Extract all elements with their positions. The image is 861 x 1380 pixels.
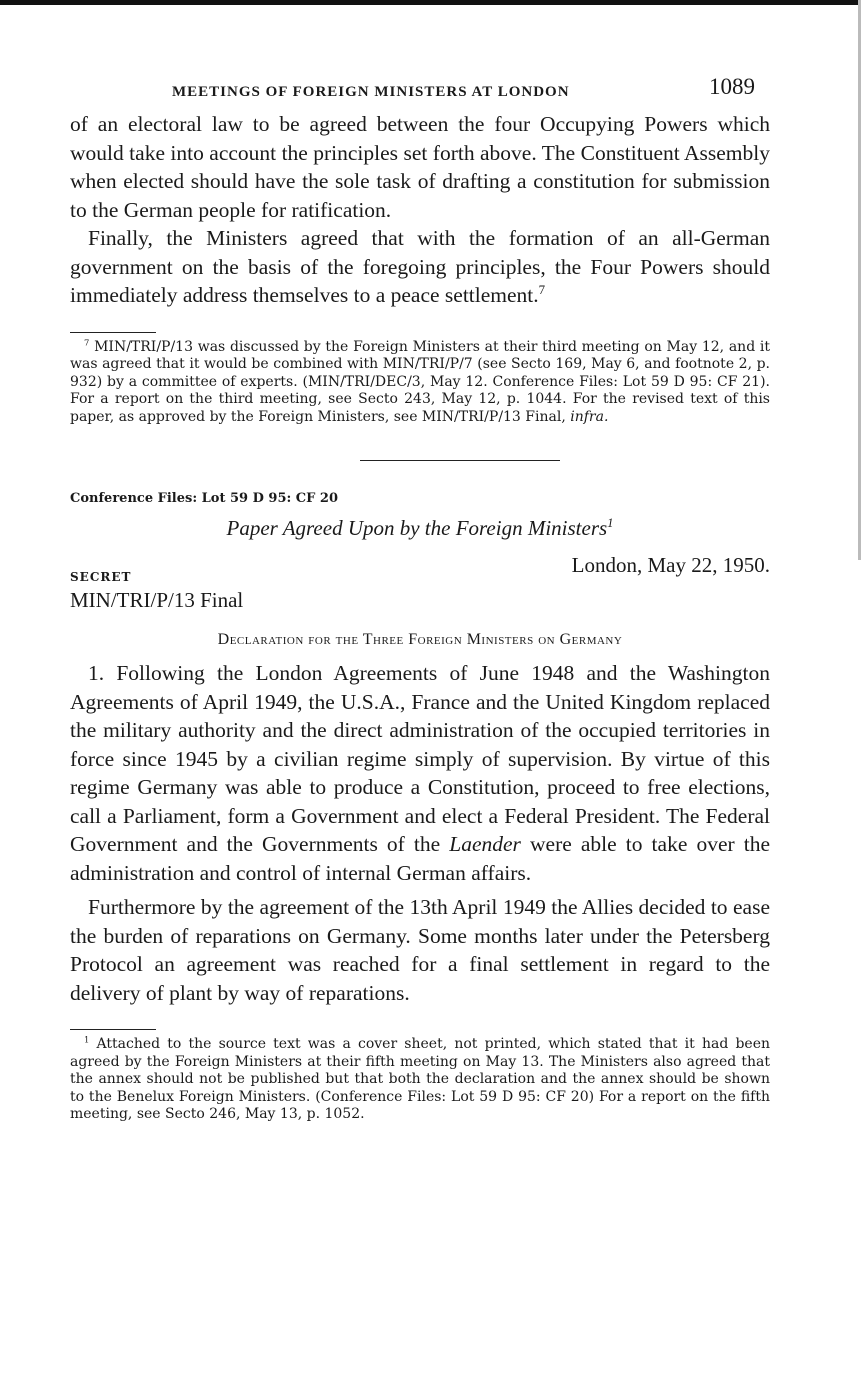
- footnote-ref-1: 1: [607, 516, 614, 530]
- declaration-paragraph-1-text: 1. Following the London Agreements of June 1948 and the Washington Agreements of April 1949, the U.S.A., France and the United Kingdom replaced the military authority and the direct administration of the occupied territories in force since 1945 by a civilian regime simply of supervision. By virtue of this regime Germany was able to produce a Constitution, proceed to free elections, call a Parliament, form a Government and elect a Federal President. The Federal Government and the Governments of the: [70, 661, 770, 856]
- declaration-paragraph-2: Furthermore by the agreement of the 13th April 1949 the Allies decided to ease the burden of reparations on Germany. Some months later under the Petersberg Protocol an agreement was reached for a final settlement in regard to the delivery of plant by way of reparations.: [70, 895, 770, 1005]
- laender-term: Laender: [449, 832, 521, 856]
- continuation-paragraph-1: of an electoral law to be agreed between the four Occupying Powers which would take into account the principles set forth above. The Constituent Assembly when elected should have the sole task of drafting a constitution for submission to the German people for ratification.: [70, 112, 770, 222]
- page-number: 1089: [709, 74, 755, 99]
- footnote-ref-7: 7: [538, 282, 546, 297]
- continuation-paragraph-2: [70, 224, 770, 310]
- running-title: MEETINGS OF FOREIGN MINISTERS AT LONDON: [172, 84, 570, 100]
- page: [70, 70, 770, 1124]
- footnote-7-text: MIN/TRI/P/13 was discussed by the Foreign Ministers at their third meeting on May 12, and it was agreed that it would be combined with MIN/TRI/P/7 (see Secto 169, May 6, and footnote 2, p. 932) by a committee of experts. (MIN/TRI/DEC/3, May 12. Conference Files: Lot 59 D 95: CF 21). For a report on the third meeting, see Secto 243, May 12, p. 1044. For the revised text of this paper, as approved by the Foreign Ministers, see MIN/TRI/P/13 Final,: [70, 338, 770, 425]
- page-header: [70, 70, 770, 110]
- source-reference: Conference Files: Lot 59 D 95: CF 20: [70, 491, 339, 506]
- continuation-paragraph-2-text: Finally, the Ministers agreed that with the formation of an all-German government on the basis of the foregoing principles, the Four Powers should immediately address themselves to a peace settlement.: [70, 226, 770, 307]
- document-title: [70, 516, 770, 541]
- document-title-text: Paper Agreed Upon by the Foreign Ministers: [226, 516, 608, 540]
- declaration-paragraph-1-end: were able to take over the administration and control of internal German affairs.: [70, 832, 770, 885]
- footnote-1: [70, 1036, 770, 1124]
- footnote-1-text: Attached to the source text was a cover sheet, not printed, which stated that it had been agreed by the Foreign Ministers at their fifth meeting on May 13. The Ministers also agreed that the annex should not be published but that both the declaration and the annex should be shown to the Benelux Foreign Ministers. (Conference Files: Lot 59 D 95: CF 20) For a report on the fifth meeting, see Secto 246, May 13, p. 1052.: [70, 1036, 771, 1122]
- footnote-separator-2: [70, 1029, 156, 1030]
- declaration-paragraph-1: [70, 659, 770, 887]
- classification: SECRET: [70, 570, 132, 584]
- footnote-separator: [70, 332, 156, 333]
- page-top-edge: [0, 0, 861, 5]
- document-number: MIN/TRI/P/13 Final: [70, 588, 244, 612]
- footnote-7-infra: infra.: [570, 408, 609, 425]
- section-divider: [360, 460, 560, 461]
- place-and-date: London, May 22, 1950.: [571, 553, 770, 577]
- footnote-7-marker: 7: [84, 336, 90, 347]
- footnote-1-marker: 1: [84, 1034, 90, 1045]
- declaration-title: Declaration for the Three Foreign Ministers on Germany: [217, 631, 623, 648]
- footnote-7: [70, 336, 770, 427]
